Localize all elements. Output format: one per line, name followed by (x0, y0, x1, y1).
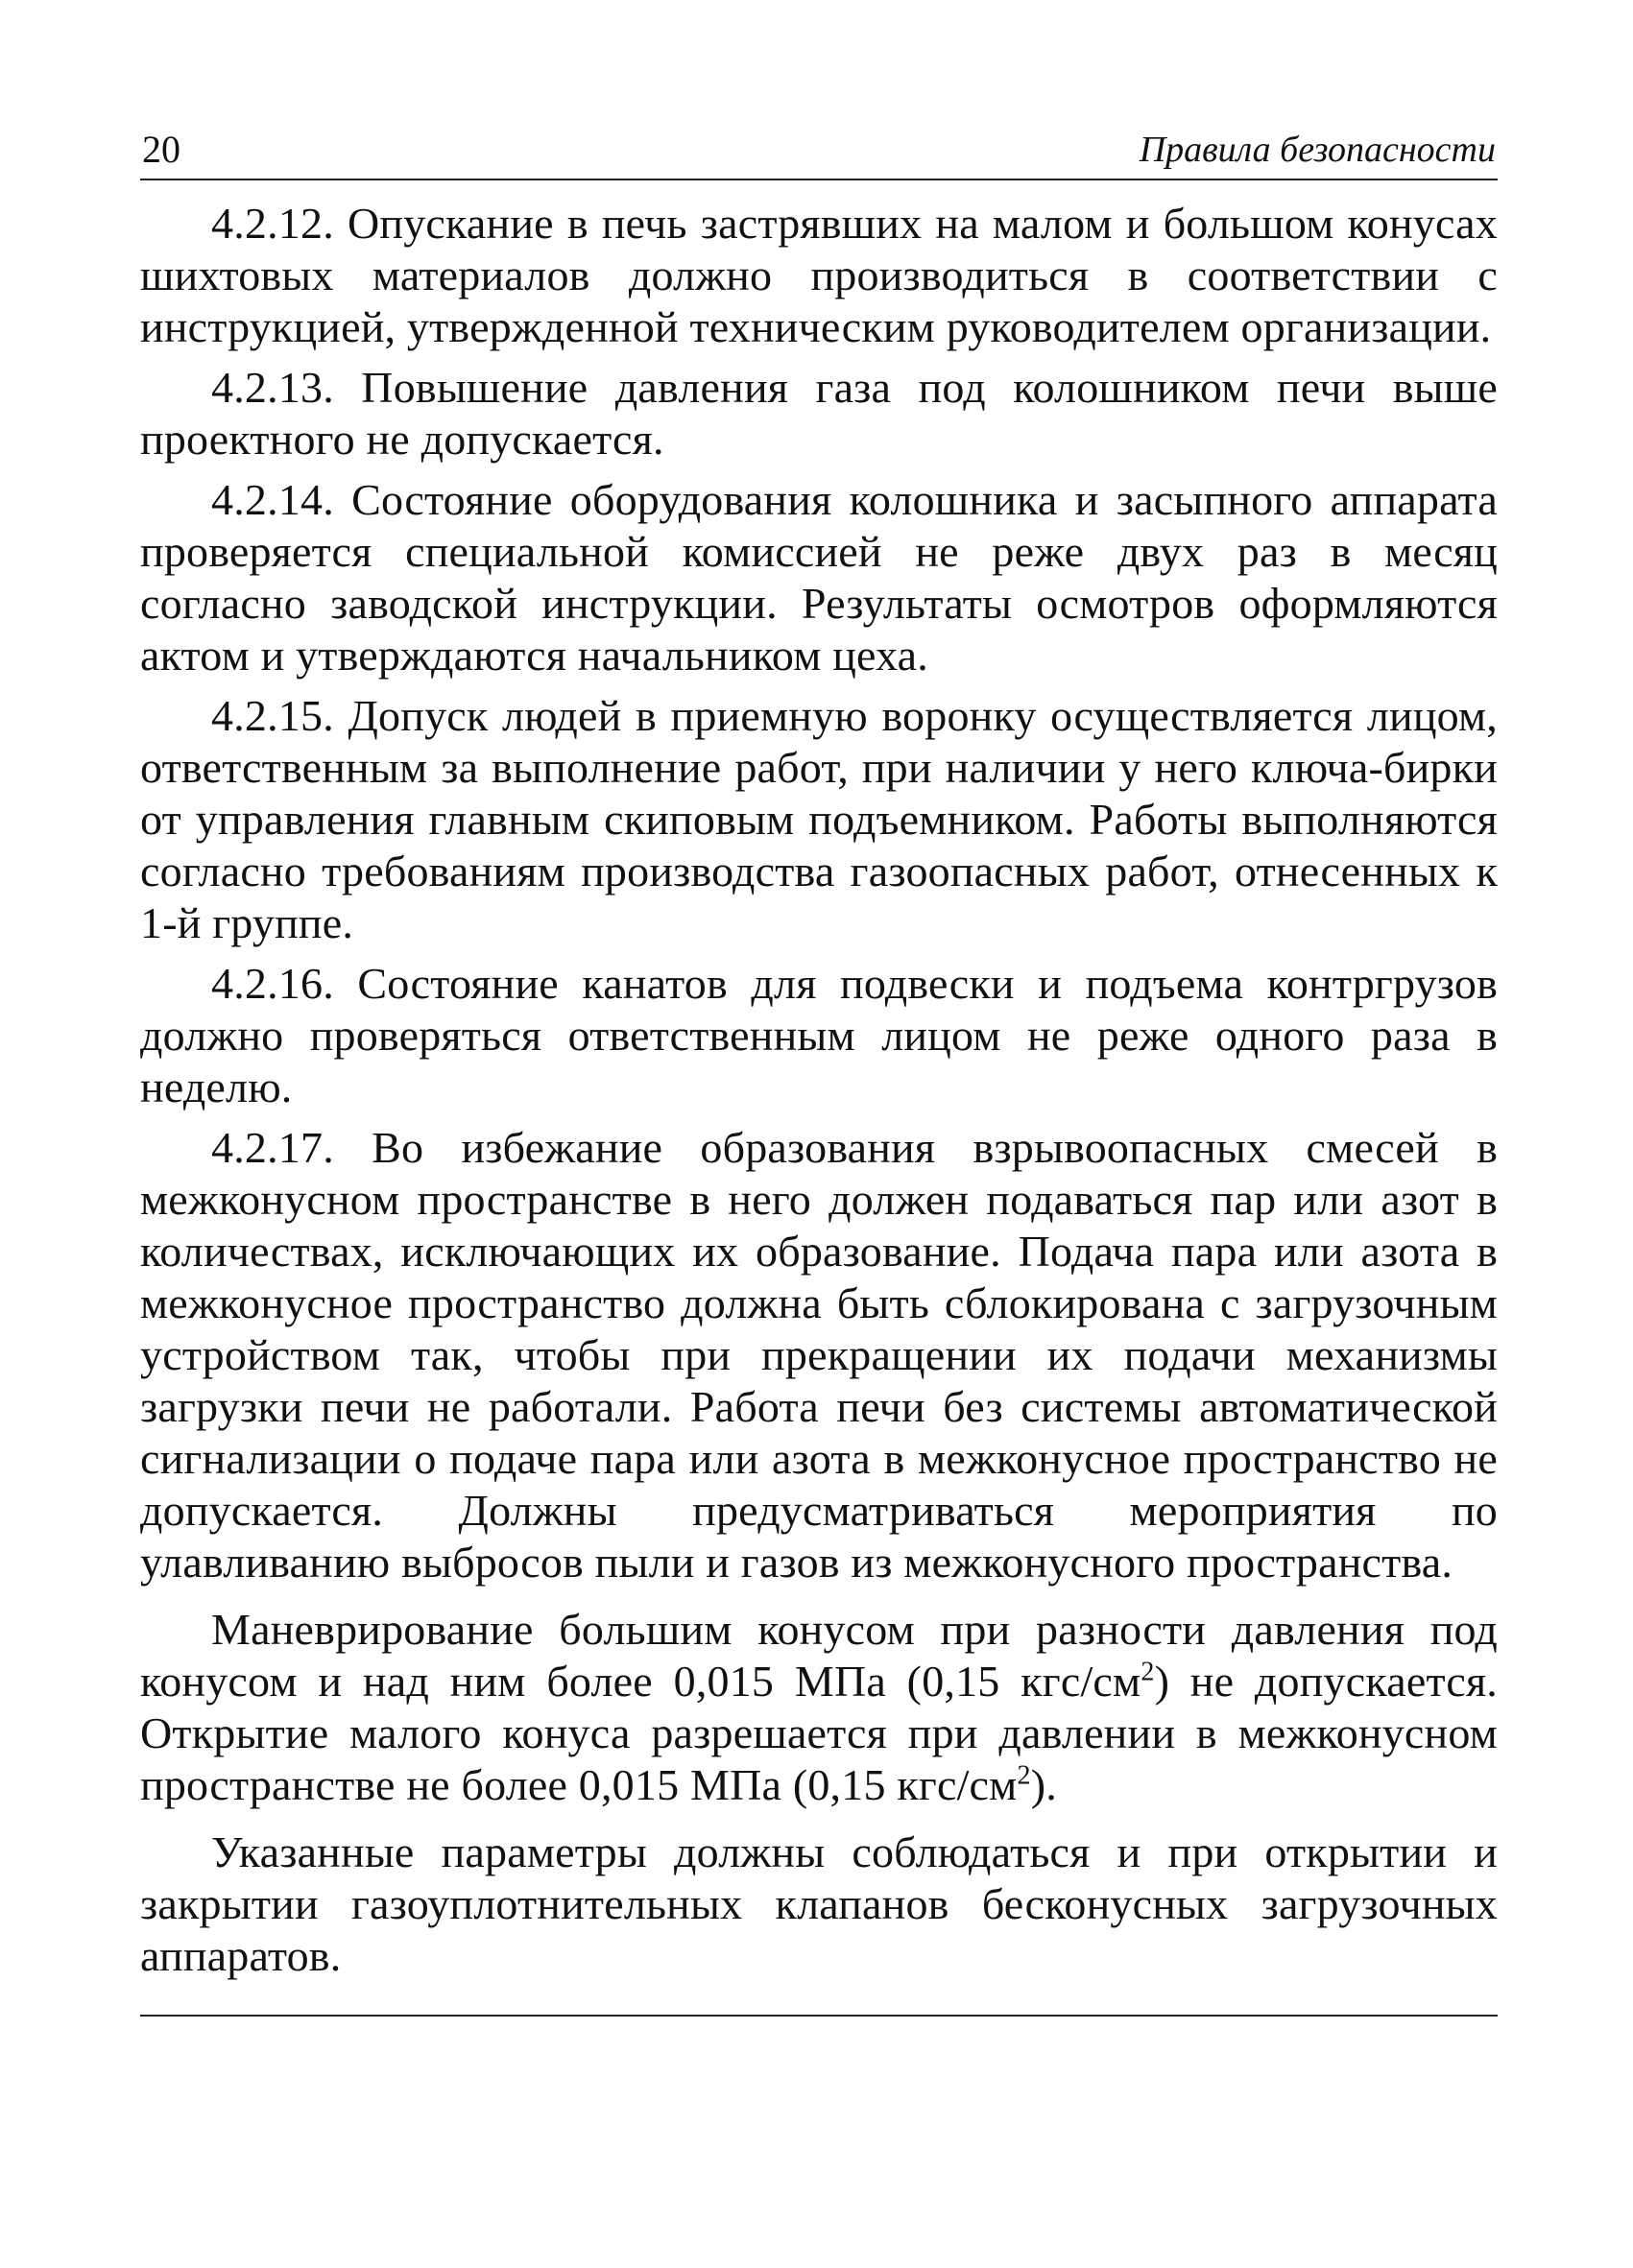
bottom-divider (140, 2015, 1498, 2017)
paragraph-cone-pressure (140, 1604, 1498, 1811)
page-header (140, 125, 1498, 180)
superscript-2: 2 (1141, 1657, 1155, 1687)
pressure-text-part2: ) не допускается. Открытие малого конуса разрешается при давлении в межконусном пространстве не более 0,015 МПа (0,15 кгс/см (140, 1657, 1499, 1809)
pressure-text-part3: ). (1030, 1760, 1057, 1809)
paragraph-4-2-13: 4.2.13. Повышение давления газа под колошником печи выше проектного не допускается. (140, 363, 1498, 464)
paragraph-parameters: Указанные параметры должны соблюдаться и при открытии и закрытии газоуплотнительных клапанов бесконусных загрузочных аппаратов. (140, 1827, 1498, 1980)
paragraph-4-2-17: 4.2.17. Во избежание образования взрывоопасных смесей в межконусном пространстве в него должен подаваться пар или азот в количествах, исключающих их образование. Подача пара или азота в межконусное пространство должна быть сблокирована с загрузочным устройством так, чтобы при прекращении их подачи механизмы загрузки печи не работали. Работа печи без системы автоматической сигнализации о подаче пара или азота в межконусное пространство не допускается. Должны предусматриваться мероприятия по улавливанию выбросов пыли и газов из межконусного пространства. (140, 1123, 1498, 1587)
running-title: Правила безопасности (1139, 130, 1496, 170)
paragraph-4-2-16: 4.2.16. Состояние канатов для подвески и подъема контргрузов должно проверяться ответственным лицом не реже одного раза в неделю. (140, 959, 1498, 1111)
document-page (140, 125, 1498, 2017)
pressure-text-part1: Маневрирование большим конусом при разности давления под конусом и над ним более 0,015 МПа (0,15 кгс/см (140, 1605, 1498, 1706)
page-number: 20 (142, 128, 180, 171)
paragraph-4-2-15: 4.2.15. Допуск людей в приемную воронку осуществляется лицом, ответственным за выполнение работ, при наличии у него ключа-бирки от управления главным скиповым подъемником. Работы выполняются согласно требованиям производства газоопасных работ, отнесенных к 1-й группе. (140, 691, 1498, 947)
paragraph-4-2-12: 4.2.12. Опускание в печь застрявших на малом и большом конусах шихтовых материалов должно производиться в соответствии с инструкцией, утвержденной техническим руководителем организации. (140, 199, 1498, 351)
body-text (140, 198, 1498, 1982)
paragraph-4-2-14: 4.2.14. Состояние оборудования колошника и засыпного аппарата проверяется специальной комиссией не реже двух раз в месяц согласно заводской инструкции. Результаты осмотров оформляются актом и утверждаются начальником цеха. (140, 475, 1498, 680)
superscript-2: 2 (1017, 1760, 1031, 1791)
